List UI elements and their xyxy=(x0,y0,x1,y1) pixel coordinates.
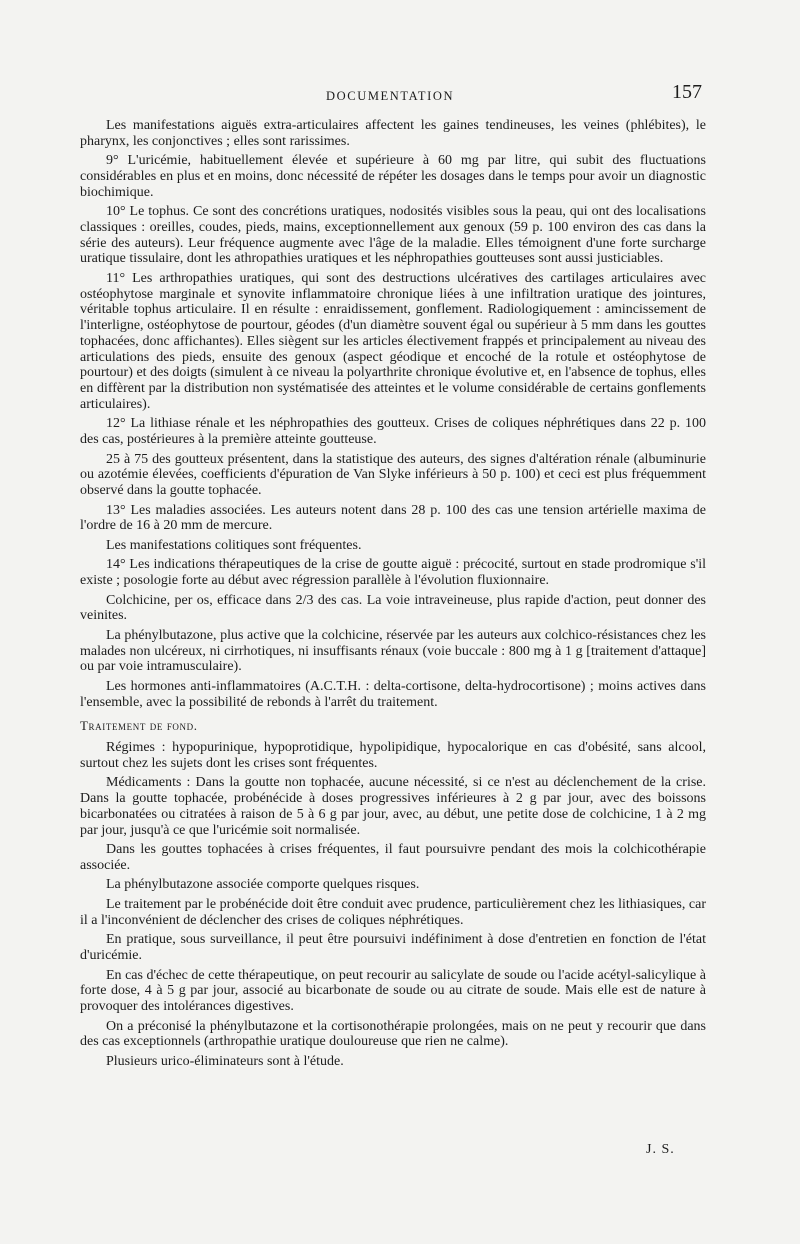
paragraph: Médicaments : Dans la goutte non tophacée, aucune nécessité, si ce n'est au déclenchement de la crise. Dans la goutte tophacée, probénécide à doses progressives inférieures à 2 g par jour, avec des boissons bicarbonatées ou citratées à raison de 5 à 6 g par jour, avec, au début, une petite dose de colchicine, 1 à 2 mg par jour, jusqu'à ce que l'uricémie soit normalisée. xyxy=(80,775,706,838)
paragraph: Les manifestations colitiques sont fréquentes. xyxy=(106,537,362,553)
paragraph: En cas d'échec de cette thérapeutique, on peut recourir au salicylate de soude ou l'acide acétyl-salicylique à forte dose, 4 à 5 g par jour, associé au bicarbonate de soude ou au citrate de soude. Mais elle est de nature à provoquer des intolérances digestives. xyxy=(80,967,706,1014)
paragraph: 10° Le tophus. Ce sont des concrétions uratiques, nodosités visibles sous la peau, qui ont des localisations classiques : oreilles, coudes, pieds, mains, exceptionnellement aux genoux (59 p. 100 environ des cas dans la série des auteurs). Leur fréquence augmente avec l'âge de la maladie. Elles témoignent d'une forte surcharge uratique tissulaire, dont les athropathies uratiques et les néphropathies goutteuses sont aussi justiciables. xyxy=(80,204,706,267)
paragraph: La phénylbutazone associée comporte quelques risques. xyxy=(106,877,420,893)
paragraph: Colchicine, per os, efficace dans 2/3 des cas. La voie intraveineuse, plus rapide d'action, peut donner des veinites. xyxy=(80,592,706,624)
author-signature: J. S. xyxy=(646,1142,675,1157)
article-body xyxy=(80,118,706,1073)
paragraph: Régimes : hypopurinique, hypoprotidique, hypolipidique, hypocalorique en cas d'obésité, sans alcool, surtout chez les sujets dont les crises sont fréquentes. xyxy=(80,740,706,771)
paragraph: La phénylbutazone, plus active que la colchicine, réservée par les auteurs aux colchico-résistances chez les malades non ulcéreux, ni cirrhotiques, ni insuffisants rénaux (voie buccale : 800 mg à 1 g [traitement d'attaque] ou par voie intramusculaire). xyxy=(80,628,706,675)
paragraph: 12° La lithiase rénale et les néphropathies des goutteux. Crises de coliques néphrétiques dans 22 p. 100 des cas, postérieures à la première atteinte goutteuse. xyxy=(80,416,706,447)
paragraph: 14° Les indications thérapeutiques de la crise de goutte aiguë : précocité, surtout en stade prodromique s'il existe ; posologie forte au début avec régression parallèle à l'évolution fluxionnaire. xyxy=(80,557,706,589)
page-number: 157 xyxy=(672,81,702,103)
section-title: Traitement de fond. xyxy=(80,718,198,734)
paragraph: 9° L'uricémie, habituellement élevée et supérieure à 60 mg par litre, qui subit des fluctuations considérables en plus et en moins, donc nécessité de répéter les dosages dans le temps pour avoir un diagnostic biochimique. xyxy=(80,153,706,200)
paragraph: On a préconisé la phénylbutazone et la cortisonothérapie prolongées, mais on ne peut y recourir que dans des cas exceptionnels (arthropathie uratique douloureuse que rien ne calme). xyxy=(80,1018,706,1050)
paragraph: Les hormones anti-inflammatoires (A.C.T.H. : delta-cortisone, delta-hydrocortisone) ; moins actives dans l'ensemble, avec la possibilité de rebonds à l'arrêt du traitement. xyxy=(80,679,706,710)
paragraph: 13° Les maladies associées. Les auteurs notent dans 28 p. 100 des cas une tension artérielle maxima de l'ordre de 16 à 20 mm de mercure. xyxy=(80,502,706,534)
paragraph: Les manifestations aiguës extra-articulaires affectent les gaines tendineuses, les veines (phlébites), le pharynx, les conjonctives ; elles sont rarissimes. xyxy=(80,118,706,149)
paragraph: En pratique, sous surveillance, il peut être poursuivi indéfiniment à dose d'entretien en fonction de l'état d'uricémie. xyxy=(80,932,706,963)
paragraph: 11° Les arthropathies uratiques, qui sont des destructions ulcératives des cartilages articulaires avec ostéophytose marginale et synovite inflammatoire chronique liées à une infiltration uratique des jointures, véritable tophus articulaire. Il en résulte : enraidissement, gonflement. Radiologiquement : amincissement de l'interligne, ostéophytose de pourtour, géodes (d'un diamètre souvent égal ou supérieur à 5 mm dans les gouttes tophacées, donc affichantes). Elles siègent sur les articles électivement frappés et principalement au niveau des articulations des pieds, ensuite des genoux (aspect géodique et encoché de la rotule et ostéophytose de pourtour) et des doigts (simulent à ce niveau la polyarthrite chronique évolutive et, en l'absence de tophus, elles en diffèrent par la distribution non systématisée des atteintes et le volume considérable de certains gonflements articulaires). xyxy=(80,271,706,412)
paragraph: Le traitement par le probénécide doit être conduit avec prudence, particulièrement chez les lithiasiques, car il a l'inconvénient de déclencher des crises de coliques néphrétiques. xyxy=(80,897,706,928)
running-title: DOCUMENTATION xyxy=(326,89,455,103)
paragraph: Dans les gouttes tophacées à crises fréquentes, il faut poursuivre pendant des mois la colchicothérapie associée. xyxy=(80,842,706,873)
paragraph: Plusieurs urico-éliminateurs sont à l'étude. xyxy=(106,1053,344,1069)
paragraph: 25 à 75 des goutteux présentent, dans la statistique des auteurs, des signes d'altération rénale (albuminurie ou azotémie élevées, coefficients d'épuration de Van Slyke inférieurs à 50 p. 100) et ceci est plus fréquemment observé dans la goutte tophacée. xyxy=(80,451,706,498)
page-header xyxy=(0,80,800,110)
